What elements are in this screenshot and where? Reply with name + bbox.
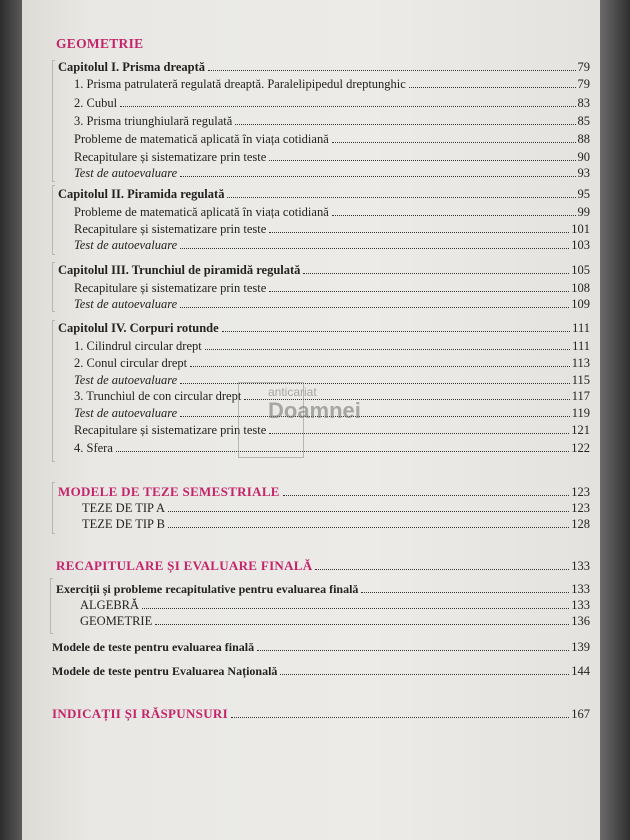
toc-entry[interactable]: Capitolul I. Prisma dreaptă 79 [58, 60, 590, 74]
toc-section-indicatii[interactable]: INDICAȚII ȘI RĂSPUNSURI 167 [52, 706, 590, 721]
toc-entry[interactable]: Recapitulare și sistematizare prin teste 90 [74, 150, 590, 164]
left-shadow [0, 0, 22, 840]
toc-entry[interactable]: Recapitulare și sistematizare prin teste 121 [74, 423, 590, 437]
toc-entry[interactable]: GEOMETRIE 136 [80, 614, 590, 628]
toc-entry[interactable]: Test de autoevaluare 103 [74, 238, 590, 252]
toc-section-teze[interactable]: MODELE DE TEZE SEMESTRIALE 123 [58, 484, 590, 499]
toc-entry[interactable]: 2. Conul circular drept 113 [74, 356, 590, 370]
toc-entry[interactable]: Test de autoevaluare 109 [74, 297, 590, 311]
toc-entry[interactable]: Probleme de matematică aplicată în viața cotidiană 88 [74, 132, 590, 146]
toc-entry[interactable]: Probleme de matematică aplicată în viața cotidiană 99 [74, 205, 590, 219]
toc-entry[interactable]: TEZE DE TIP B 128 [82, 517, 590, 531]
toc-entry[interactable]: Capitolul II. Piramida regulată 95 [58, 187, 590, 201]
toc-entry[interactable]: Recapitulare și sistematizare prin teste 101 [74, 222, 590, 236]
toc-section-recap[interactable]: RECAPITULARE ȘI EVALUARE FINALĂ 133 [56, 558, 590, 573]
toc-entry[interactable]: Exerciții și probleme recapitulative pentru evaluarea finală 133 [56, 582, 590, 596]
toc-entry[interactable]: TEZE DE TIP A 123 [82, 501, 590, 515]
toc-entry[interactable]: 3. Prisma triunghiulară regulată 85 [74, 114, 590, 128]
group-bracket [52, 320, 55, 462]
toc-entry[interactable]: 1. Cilindrul circular drept 111 [74, 339, 590, 353]
toc-entry[interactable]: Test de autoevaluare 119 [74, 406, 590, 420]
toc-entry[interactable]: Modele de teste pentru Evaluarea Națională 144 [52, 664, 590, 678]
right-shadow [600, 0, 630, 840]
toc-entry[interactable]: ALGEBRĂ 133 [80, 598, 590, 612]
toc-entry[interactable]: 4. Sfera 122 [74, 441, 590, 455]
toc-entry[interactable]: Test de autoevaluare 115 [74, 373, 590, 387]
group-bracket [52, 60, 55, 182]
watermark-logo: anticariat Doamnei [268, 385, 361, 423]
section-title-geometrie: GEOMETRIE [56, 36, 144, 51]
group-bracket [50, 578, 53, 634]
toc-entry[interactable]: 1. Prisma patrulateră regulată dreaptă. Paralelipipedul dreptunghic 79 [74, 77, 590, 91]
toc-entry[interactable]: Capitolul IV. Corpuri rotunde 111 [58, 321, 590, 335]
toc-entry[interactable]: Recapitulare și sistematizare prin teste 108 [74, 281, 590, 295]
group-bracket [52, 185, 55, 255]
toc-entry[interactable]: 2. Cubul 83 [74, 96, 590, 110]
group-bracket [52, 482, 55, 534]
toc-entry[interactable]: Modele de teste pentru evaluarea finală 139 [52, 640, 590, 654]
toc-entry[interactable]: Test de autoevaluare 93 [74, 166, 590, 180]
group-bracket [52, 262, 55, 312]
toc-entry[interactable]: Capitolul III. Trunchiul de piramidă regulată 105 [58, 263, 590, 277]
toc-entry[interactable]: 3. Trunchiul de con circular drept 117 [74, 389, 590, 403]
